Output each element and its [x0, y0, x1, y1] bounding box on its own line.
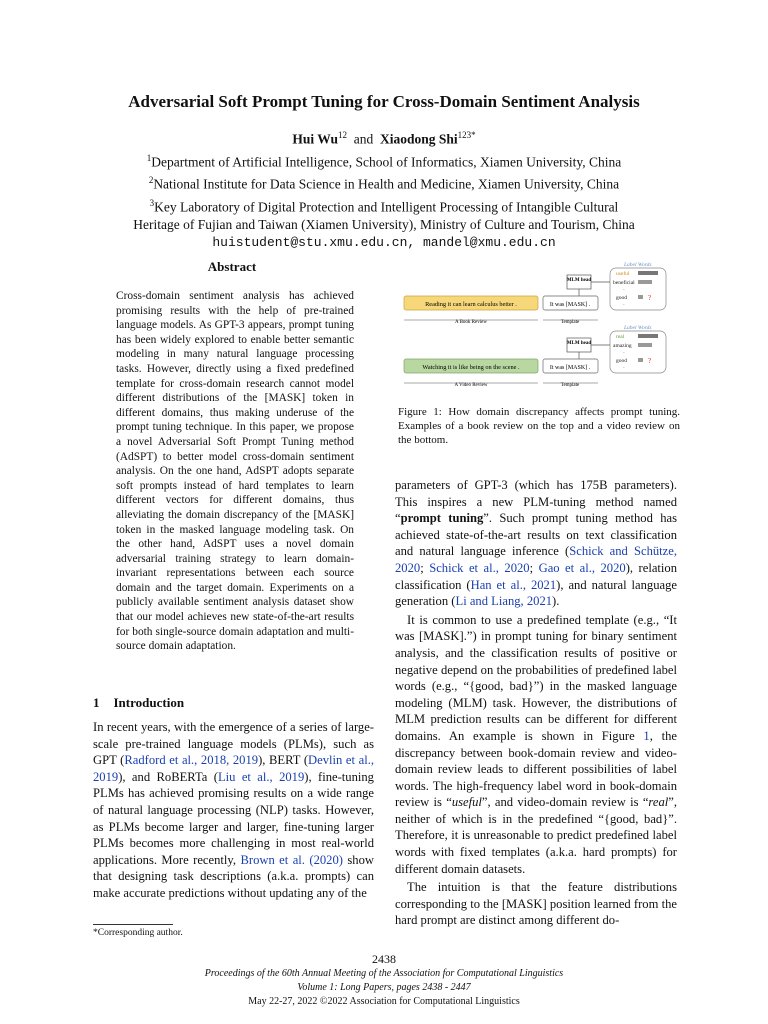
rc-p2-d: ”, neither of which is in the predefined “{good, bad}”. Therefore, it is unreasonable to predict predefined label words with fixed templates (a.k.a. hard prompts) for different domain datasets.: [395, 795, 677, 876]
intro-text-e: show that designing task descriptions (a.k.a. prompts) can make accurate predictions without updating any of the: [93, 852, 374, 900]
fig-mlm-head-bottom-text: MLM head: [566, 341, 592, 346]
author-and: and: [353, 131, 374, 147]
fig-word-top-3: good: [616, 295, 627, 301]
author-line: [0, 126, 768, 149]
figure-ref[interactable]: 1: [643, 728, 650, 743]
aff-3-sup: 3: [149, 197, 155, 208]
fig-word-top-1: beneficial: [613, 280, 635, 286]
fig-word-bottom-1: amazing: [613, 343, 632, 349]
cite-brown[interactable]: Brown et al. (2020): [240, 852, 343, 867]
affiliation-1: [0, 149, 768, 172]
cite-han[interactable]: Han et al., 2021: [470, 577, 557, 592]
aff-2-sup: 2: [148, 175, 154, 185]
rc-p2-a: It is common to use a predefined template (e.g., “It was [MASK].”) in prompt tuning for binary sentiment analysis, and the classification results of positive or negative depend on the probabilities of predefined label words (e.g., “{good, bad}”) in the masked language modeling (MLM) task. However, the distributions of MLM prediction results can be different for different domains. An example is shown in Figure: [395, 612, 677, 743]
footer-line-3: May 22-27, 2022 ©2022 Association for Computational Linguistics: [248, 996, 520, 1007]
abstract-heading: Abstract: [207, 259, 257, 274]
right-paragraph-1: [395, 477, 677, 610]
page-number: 2438: [372, 952, 396, 966]
fig-bar-top-2: [638, 280, 652, 284]
fig-template-top: It was [MASK] .: [549, 302, 591, 308]
fig-video-sentence: Watching it is like being on the scene .: [422, 364, 520, 371]
author-emails[interactable]: huistudent@stu.xmu.edu.cn, mandel@xmu.edu.cn: [212, 235, 556, 250]
figure-1: [398, 258, 680, 398]
rc-p1-a: parameters of GPT-3 (which has 175B parameters). This inspires a new PLM-tuning method named “: [395, 478, 677, 526]
right-column: [395, 477, 677, 929]
fig-question-bottom: ?: [648, 357, 652, 365]
rc-real: real: [648, 795, 669, 810]
fig-word-bottom-4: ·: [623, 365, 625, 371]
section-number: 1: [93, 695, 100, 710]
fig-bar-bottom-1: [638, 334, 658, 338]
fig-bar-top-1: [638, 271, 658, 275]
footer-line-1: Proceedings of the 60th Annual Meeting of the Association for Computational Linguistics: [204, 968, 564, 979]
cite-schick-2[interactable]: Schick et al., 2020: [429, 560, 530, 575]
affiliation-3: [0, 194, 768, 217]
footnote: *Corresponding author.: [93, 928, 183, 938]
cite-radford[interactable]: Radford et al., 2018, 2019: [124, 753, 259, 768]
rc-p1-c: ), relation classification (: [395, 560, 677, 592]
rc-sep-2: ;: [529, 560, 539, 575]
fig-label-words-bottom: Label Words: [624, 325, 652, 331]
cite-li[interactable]: Li and Liang, 2021: [455, 594, 553, 609]
rc-p1-e: ).: [552, 594, 560, 609]
aff-2-text: National Institute for Data Science in Health and Medicine, Xiamen University, China: [153, 176, 620, 192]
author-1-sup: 12: [337, 130, 347, 140]
rc-p1-b: ”. Such prompt tuning method has achieved state-of-the-art results on text classification and natural language inference (: [395, 511, 677, 559]
fig-mlm-head-top-text: MLM head: [566, 278, 592, 283]
cite-devlin[interactable]: Devlin et al., 2019: [93, 753, 374, 784]
intro-text-b: ), BERT (: [258, 753, 309, 768]
cite-gao[interactable]: Gao et al., 2020: [538, 560, 626, 575]
fig-label-words-top: Label Words: [624, 262, 652, 268]
fig-template-label-bottom: Template: [560, 383, 580, 388]
abstract-text: Cross-domain sentiment analysis has achieved promising results with the help of pre-trained language models. As GPT-3 appears, prompt tuning has been widely explored to enable better semantic modeling in many natural language processing tasks. However, directly using a fixed predefined template for cross-domain research cannot model different distributions of the [MASK] token in different domains, thus making underuse of the prompt tuning technique. In this paper, we propose a novel Adversarial Soft Prompt Tuning method (AdSPT) to better model cross-domain sentiment analysis. On the one hand, AdSPT adopts separate soft prompts instead of hard templates to learn different vectors for different domains, thus alleviating the domain discrepancy of the [MASK] token in the masked language modeling task. On the other hand, AdSPT uses a novel domain adversarial training strategy to learn domain-invariant representations between each source domain and the target domain. Experiments on a publicly available sentiment analysis dataset show that our model achieves new state-of-the-art results for both single-source domain adaptation and multi-source domain adaptation.: [116, 290, 354, 653]
author-2-sup: 123*: [457, 130, 476, 140]
fig-word-bottom-2: ·: [623, 350, 625, 356]
rc-p1-d: ), and natural language generation (: [395, 577, 677, 609]
fig-word-top-4: ·: [623, 302, 625, 308]
fig-word-bottom-0: real: [616, 334, 625, 340]
footnote-rule: [93, 924, 173, 925]
affiliation-3-cont: Heritage of Fujian and Taiwan (Xiamen University), Ministry of Culture and Tourism, China: [133, 217, 635, 232]
author-2: Xiaodong Shi: [379, 131, 458, 147]
affiliation-2: [0, 171, 768, 194]
rc-useful: useful: [451, 795, 482, 810]
fig-template-label-top: Template: [560, 320, 580, 325]
rc-p2-c: ”, and video-domain review is “: [481, 795, 649, 810]
fig-template-bottom: It was [MASK] .: [549, 365, 591, 371]
aff-3-line1: Key Laboratory of Digital Protection and Intelligent Processing of Intangible Cultural: [154, 199, 619, 214]
fig-book-label: A Book Review: [455, 320, 487, 325]
paper-title: Adversarial Soft Prompt Tuning for Cross-Domain Sentiment Analysis: [128, 92, 640, 111]
section-title: Introduction: [113, 695, 185, 710]
fig-question-top: ?: [648, 294, 652, 302]
rc-sep-1: ;: [420, 560, 430, 575]
fig-word-bottom-3: good: [616, 358, 627, 364]
cite-schick-1[interactable]: Schick and Schütze, 2020: [395, 544, 677, 575]
intro-text-c: ), and RoBERTa (: [118, 769, 218, 784]
author-1: Hui Wu: [292, 131, 338, 147]
intro-text-a: In recent years, with the emergence of a series of large-scale pre-trained language models (PLMs), such as GPT (: [93, 720, 374, 768]
fig-word-top-0: useful: [616, 271, 630, 277]
fig-bar-bottom-3: [638, 358, 643, 362]
intro-paragraph: [93, 719, 374, 902]
rc-p1-bold: prompt tuning: [400, 511, 484, 526]
fig-book-sentence: Reading it can learn calculus better .: [425, 301, 517, 308]
aff-1-text: Department of Artificial Intelligence, School of Informatics, Xiamen University, China: [151, 154, 622, 169]
footer-line-2: Volume 1: Long Papers, pages 2438 - 2447: [297, 982, 471, 993]
fig-bar-top-3: [638, 295, 643, 299]
intro-text-d: ), fine-tuning PLMs has achieved promising results on a wide range of natural language processing (NLP) tasks. However, as PLMs become larger and larger, fine-tuning larger PLMs becomes more challenging in most real-world applications. More recently,: [93, 769, 374, 867]
section-heading: [93, 695, 198, 711]
cite-liu[interactable]: Liu et al., 2019: [217, 769, 305, 784]
fig-bar-bottom-2: [638, 343, 652, 347]
right-paragraph-2: [395, 612, 677, 878]
rc-p2-b: , the discrepancy between book-domain review and video-domain review leads to different possibilities of label words. The high-frequency label word in book-domain review is “: [395, 728, 677, 810]
authors-block: [0, 126, 768, 252]
right-paragraph-3: The intuition is that the feature distributions corresponding to the [MASK] position learned from the hard prompt are distinct among different do-: [395, 880, 677, 928]
fig-word-top-2: ·: [623, 287, 625, 293]
aff-1-sup: 1: [146, 152, 152, 163]
fig-video-label: A Video Review: [454, 383, 488, 388]
figure-caption: Figure 1: How domain discrepancy affects prompt tuning. Examples of a book review on the top and a video review on the bottom.: [398, 406, 680, 446]
